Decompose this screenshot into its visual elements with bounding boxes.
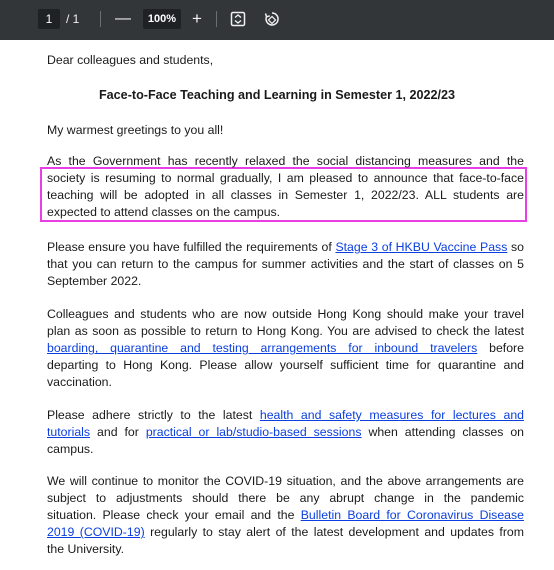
text-line: Colleagues and students who are now outside Hong Kong should make your travel [47, 307, 524, 321]
health-safety-measures-link[interactable]: health and safety measures for lectures and [259, 408, 524, 422]
toolbar-divider [100, 11, 101, 27]
rotate-icon[interactable] [264, 9, 284, 29]
vaccine-pass-link[interactable]: Stage 3 of HKBU Vaccine Pass [335, 240, 508, 254]
zoom-in-button[interactable]: + [192, 9, 202, 28]
text-line: 2019 (COVID-19) regularly to stay alert of the latest development and updates from [47, 525, 524, 540]
text-line: teaching will be adopted in all classes in Semester 1, 2022/23. ALL students are [47, 188, 524, 203]
paragraph-vaccine-pass [47, 239, 524, 290]
tutorials-link[interactable]: tutorials [47, 425, 91, 440]
text-line: the University. [47, 542, 124, 557]
text-line: that you can return to the campus for summer activities and the start of classes on 5 [47, 257, 524, 272]
paragraph-health-safety [47, 407, 524, 458]
text-line: society is resuming to normal gradually, I am pleased to announce that face-to-face [47, 171, 524, 186]
pdf-page [0, 40, 554, 570]
text-line: We will continue to monitor the COVID-19 situation, and the above arrangements are [47, 474, 524, 488]
text-line: departing to Hong Kong. Please allow yourself sufficient time for quarantine and [47, 358, 524, 373]
text-line: subject to adjustments should there be any abrupt change in the pandemic [47, 491, 524, 506]
page-number-input[interactable]: 1 [38, 9, 60, 29]
pdf-toolbar [0, 0, 554, 40]
paragraph-travel [47, 306, 524, 391]
salutation: Dear colleagues and students, [47, 53, 214, 67]
text-line: Please ensure you have fulfilled the requirements of Stage 3 of HKBU Vaccine Pass so [47, 240, 524, 254]
zoom-level-input[interactable]: 100% [143, 9, 181, 29]
bulletin-board-link[interactable]: Bulletin Board for Coronavirus Disease [300, 508, 524, 523]
fit-to-page-icon[interactable] [230, 9, 250, 29]
toolbar-divider [216, 11, 217, 27]
text-line: campus. [47, 442, 94, 457]
text-line: situation. Please check your email and the Bulletin Board for Coronavirus Disease [47, 508, 524, 523]
text-line: September 2022. [47, 274, 142, 289]
text-line: plan as soon as possible to return to Hong Kong. You are advised to check the latest [47, 324, 524, 339]
text-line: Please adhere strictly to the latest health and safety measures for lectures and [47, 408, 524, 422]
text-line: tutorials and for practical or lab/studio-based sessions when attending classes on [47, 425, 525, 440]
text-line: vaccination. [47, 375, 112, 390]
paragraph-announcement [47, 153, 524, 221]
covid19-bulletin-link[interactable]: 2019 (COVID-19) [47, 525, 145, 540]
text-line: boarding, quarantine and testing arrangements for inbound travelers before [47, 341, 524, 356]
boarding-arrangements-link[interactable]: boarding, quarantine and testing arrangements for inbound travelers [47, 341, 478, 356]
page-total: / 1 [66, 12, 80, 26]
paragraph-monitoring [47, 473, 524, 558]
text-line: As the Government has recently relaxed the social distancing measures and the [47, 154, 524, 168]
zoom-out-button[interactable]: — [115, 10, 131, 27]
text-line: expected to attend classes on the campus. [47, 205, 281, 220]
practical-sessions-link[interactable]: practical or lab/studio-based sessions [145, 425, 362, 440]
letter-title: Face-to-Face Teaching and Learning in Semester 1, 2022/23 [98, 88, 456, 102]
greeting: My warmest greetings to you all! [47, 123, 224, 137]
